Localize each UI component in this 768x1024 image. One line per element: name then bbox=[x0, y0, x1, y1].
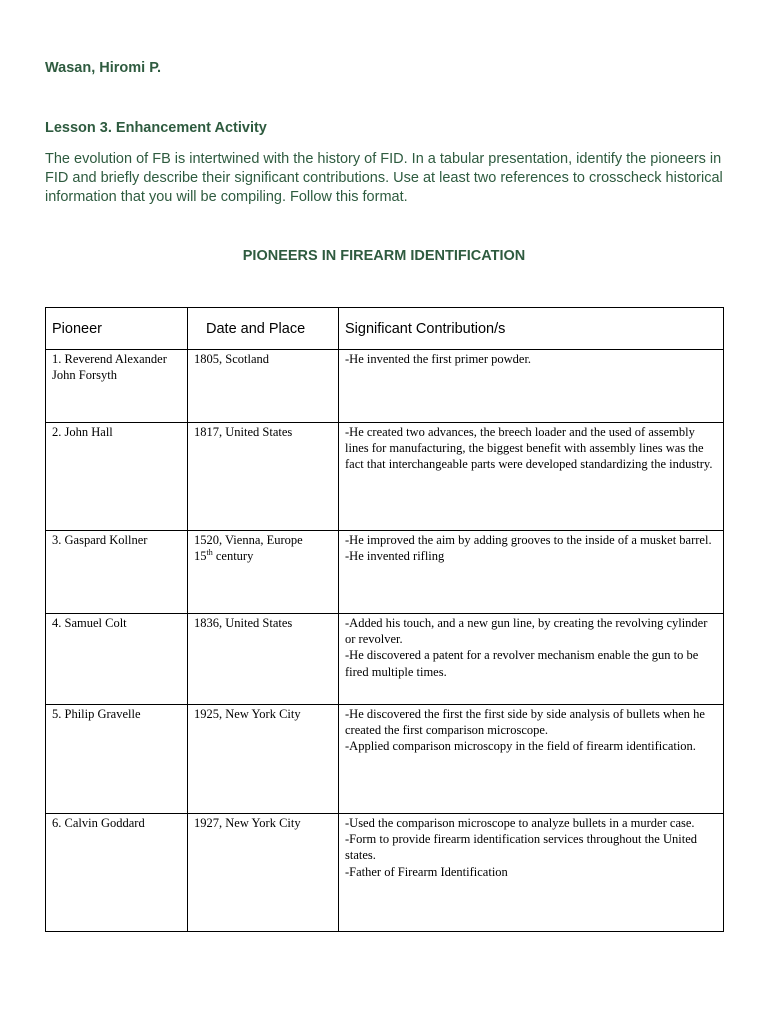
table-row bbox=[46, 531, 724, 614]
table-header-row bbox=[46, 308, 724, 350]
contribution-cell: -Used the comparison microscope to analyze bullets in a murder case. -Form to provide firearm identification services throughout the United states. -Father of Firearm Identification bbox=[339, 814, 724, 932]
date-place-cell: 1817, United States bbox=[188, 423, 339, 531]
table-row bbox=[46, 814, 724, 932]
table-row bbox=[46, 423, 724, 531]
header-pioneer: Pioneer bbox=[46, 308, 188, 350]
date-place-cell: 1836, United States bbox=[188, 614, 339, 705]
header-date-place: Date and Place bbox=[188, 308, 339, 350]
pioneer-cell: 1. Reverend Alexander John Forsyth bbox=[46, 350, 188, 423]
pioneer-cell: 4. Samuel Colt bbox=[46, 614, 188, 705]
contribution-cell: -He discovered the first the first side by side analysis of bullets when he created the first comparison microscope. -Applied comparison microscopy in the field of firearm identification. bbox=[339, 705, 724, 814]
contribution-cell: -He improved the aim by adding grooves to the inside of a musket barrel. -He invented rifling bbox=[339, 531, 724, 614]
table-title: PIONEERS IN FIREARM IDENTIFICATION bbox=[242, 248, 526, 264]
table-row bbox=[46, 350, 724, 423]
date-place-cell: 1927, New York City bbox=[188, 814, 339, 932]
table-row bbox=[46, 614, 724, 705]
pioneer-cell: 6. Calvin Goddard bbox=[46, 814, 188, 932]
table-row bbox=[46, 705, 724, 814]
date-place-cell: 1805, Scotland bbox=[188, 350, 339, 423]
pioneer-cell: 2. John Hall bbox=[46, 423, 188, 531]
date-place-cell: 1520, Vienna, Europe 15th century bbox=[188, 531, 339, 614]
date-place-cell: 1925, New York City bbox=[188, 705, 339, 814]
pioneer-cell: 3. Gaspard Kollner bbox=[46, 531, 188, 614]
pioneer-cell: 5. Philip Gravelle bbox=[46, 705, 188, 814]
author-name: Wasan, Hiromi P. bbox=[45, 60, 162, 76]
pioneers-table bbox=[45, 307, 724, 932]
contribution-cell: -Added his touch, and a new gun line, by creating the revolving cylinder or revolver. -He discovered a patent for a revolver mechanism enable the gun to be fired multiple times. bbox=[339, 614, 724, 705]
header-contribution: Significant Contribution/s bbox=[339, 308, 724, 350]
lesson-title: Lesson 3. Enhancement Activity bbox=[45, 120, 267, 136]
contribution-cell: -He invented the first primer powder. bbox=[339, 350, 724, 423]
contribution-cell: -He created two advances, the breech loader and the used of assembly lines for manufacturing, the biggest benefit with assembly lines was the fact that interchangeable parts were developed standardizing the industry. bbox=[339, 423, 724, 531]
instructions-paragraph: The evolution of FB is intertwined with the history of FID. In a tabular presentation, identify the pioneers in FID and briefly describe their significant contributions. Use at least two references to crosscheck historical information that you will be compiling. Follow this format. bbox=[45, 151, 723, 205]
